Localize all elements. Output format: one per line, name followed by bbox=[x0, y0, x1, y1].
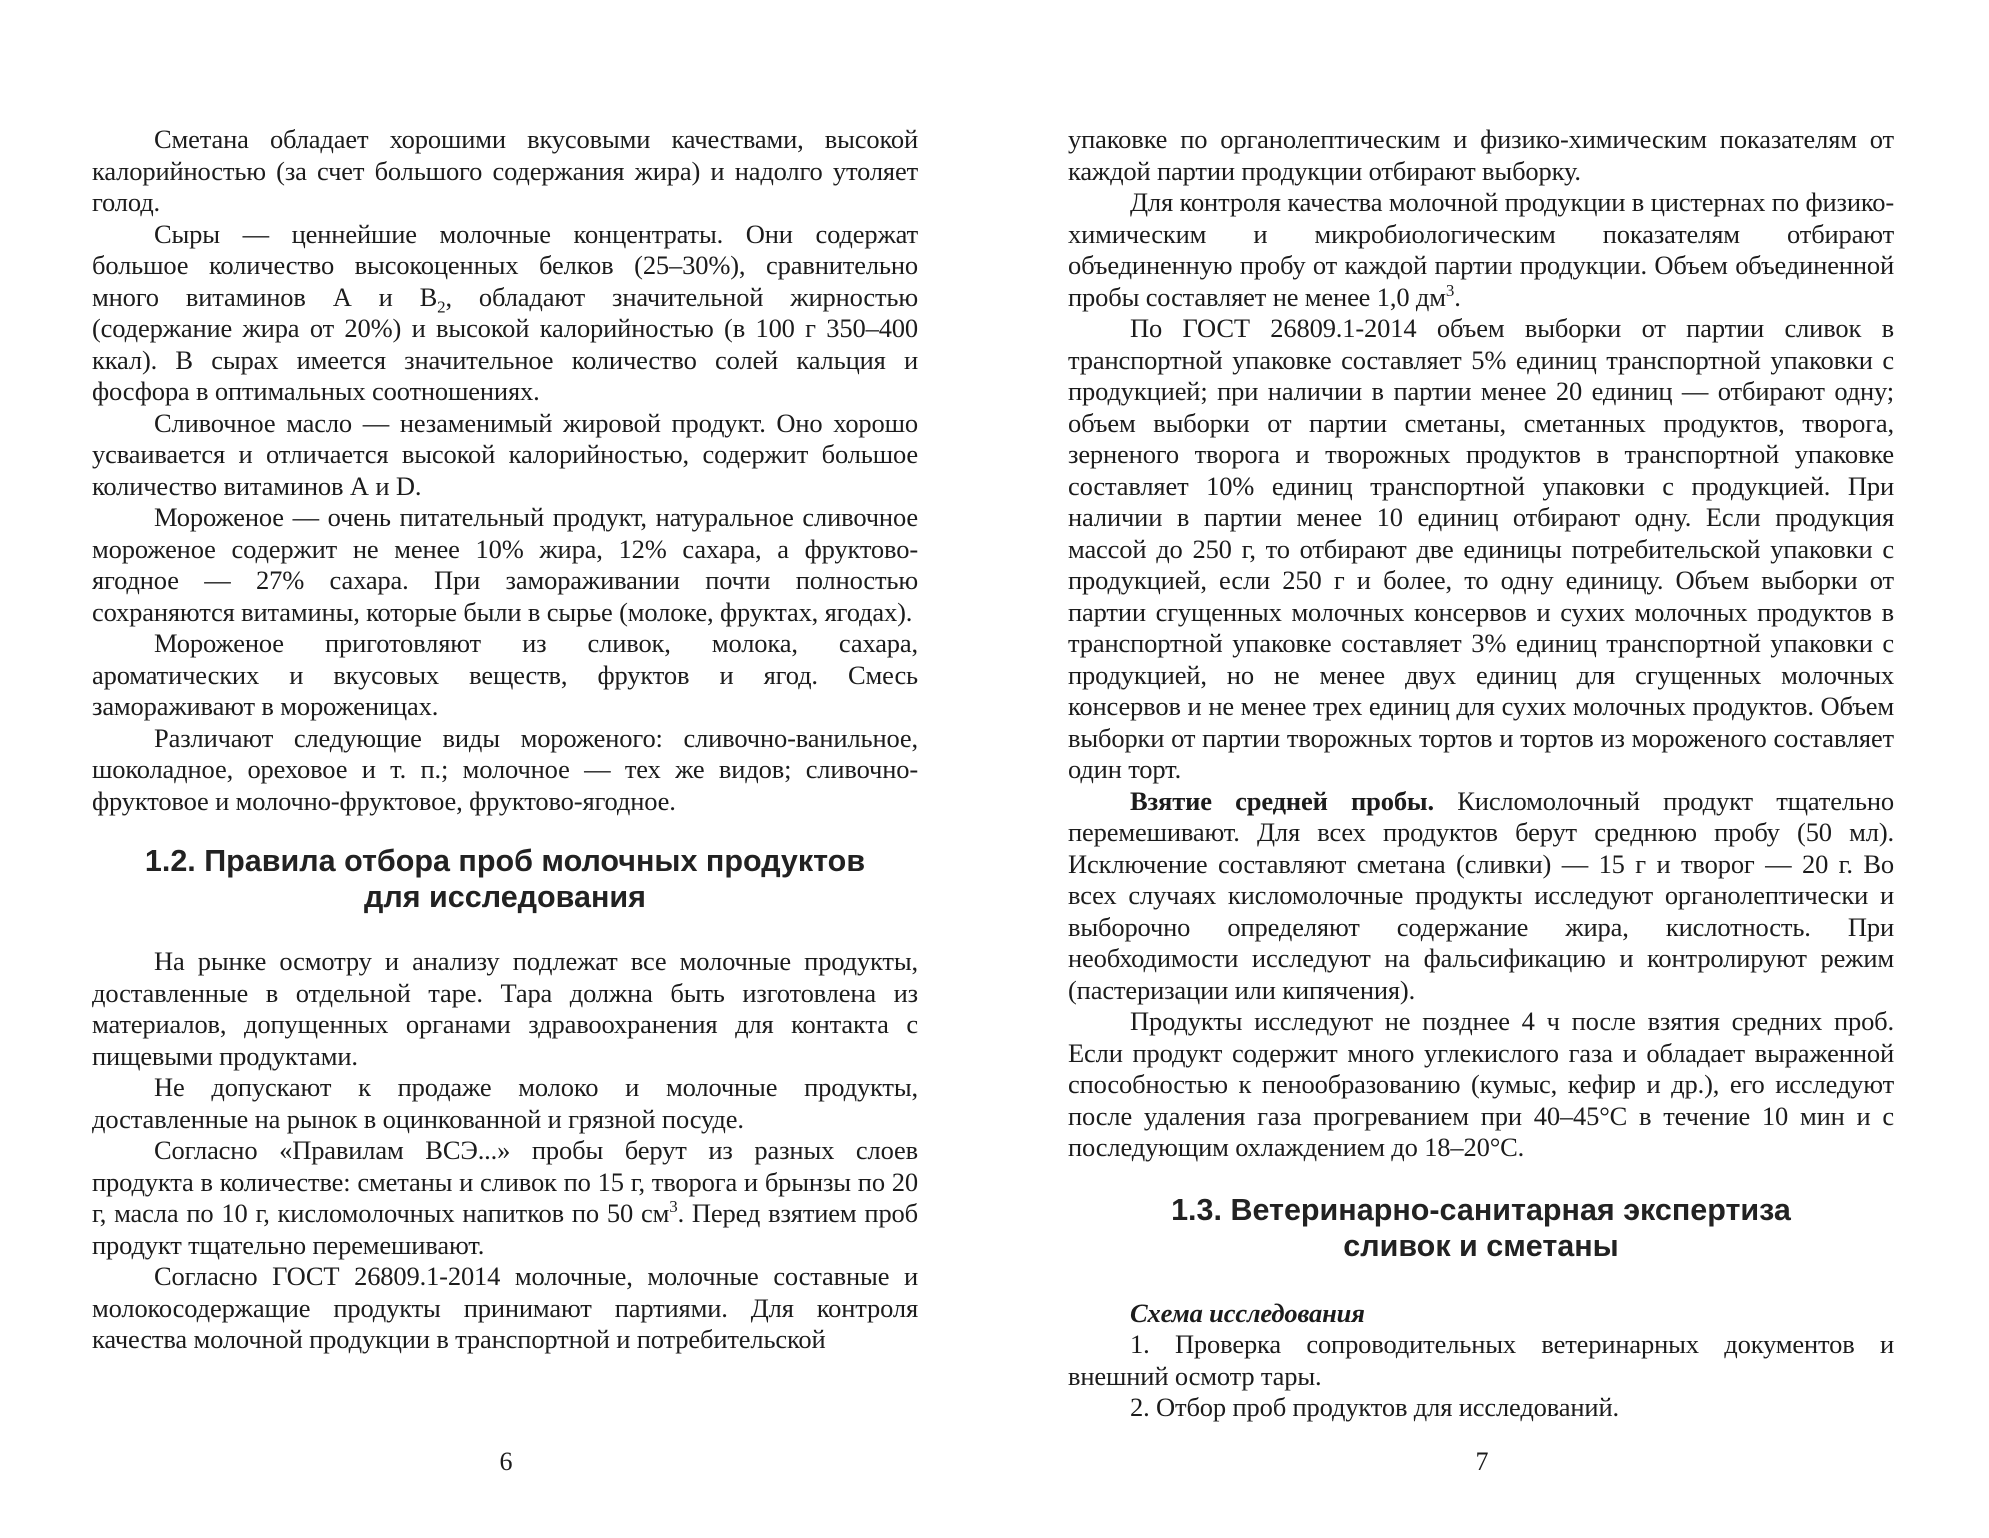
page-number-left: 6 bbox=[499, 1447, 513, 1476]
section-heading-1-3 bbox=[1068, 1192, 1894, 1264]
paragraph-timing: Продукты исследуют не позднее 4 ч после взятия средних проб. Если продукт содержит много углекислого газа и обладает выраженной способностью к пенообразованию (кумыс, кефир и др.), его исследуют после удаления газа прогреванием при 40–45°С в течение 10 мин и с последующим охлаждением до 18–20°С. bbox=[1068, 1006, 1894, 1162]
paragraph-gost: Согласно ГОСТ 26809.1-2014 молочные, молочные составные и молокосодержащие продукты принимают партиями. Для контроля качества молочной продукции в транспортной и потребительской bbox=[92, 1261, 918, 1354]
paragraph-ice-cream: Мороженое — очень питательный продукт, натуральное сливочное мороженое содержит не менее 10% жира, 12% сахара, а фруктово-ягодное — 27% сахара. При замораживании почти полностью сохраняются витамины, которые были в сырье (молоке, фруктах, ягодах). bbox=[92, 502, 918, 627]
paragraph-market-inspection: На рынке осмотру и анализу подлежат все молочные продукты, доставленные в отдельной таре. Тара должна быть изготовлена из материалов, допущенных органами здравоохранения для контакта с пищевыми продуктами. bbox=[92, 946, 918, 1071]
text-fragment: . bbox=[1454, 281, 1461, 312]
paragraph-sample-size: По ГОСТ 26809.1-2014 объем выборки от партии сливок в транспортной упаковке составляет 5% единиц транспортной упаковки с продукцией; при наличии в партии менее 20 единиц — отбирают одну; объем выборки от партии сметаны, сметанных продуктов, творога, зерненого творога и творожных продуктов в транспортной упаковке составляет 10% единиц транспортной упаковки с продукцией. При наличии в партии менее 10 единиц отбирают одну. Если продукция массой до 250 г, то отбирают две единицы потребительской упаковки с продукцией, если 250 г и более, то одну единицу. Объем выборки от партии сгущенных молочных консервов и сухих молочных продуктов в транспортной упаковке составляет 3% единиц транспортной упаковки с продукцией, но не менее двух единиц для сгущенных молочных консервов и не менее трех единиц для сухих молочных продуктов. Объем выборки от партии творожных тортов и тортов из мороженого составляет один торт. bbox=[1068, 313, 1894, 784]
list-item: 2. Отбор проб продуктов для исследований. bbox=[1130, 1392, 1619, 1422]
bold-lead: Взятие средней пробы. bbox=[1130, 785, 1434, 816]
paragraph-cheese bbox=[92, 219, 918, 408]
page-number-right: 7 bbox=[1475, 1447, 1489, 1476]
paragraph-average-sample bbox=[1068, 786, 1894, 1007]
subscript: 2 bbox=[437, 296, 446, 316]
heading-line: 1.3. Ветеринарно-санитарная экспертиза bbox=[1171, 1192, 1791, 1227]
heading-line: 1.2. Правила отбора проб молочных продуктов bbox=[144, 844, 866, 878]
text-fragment: . Перед взятием проб продукт тщательно перемешивают. bbox=[92, 1198, 918, 1260]
paragraph-vse-rules bbox=[92, 1135, 918, 1261]
paragraph-butter: Сливочное масло — незаменимый жировой продукт. Оно хорошо усваивается и отличается высокой калорийностью, содержит большое количество витаминов А и D. bbox=[92, 407, 918, 501]
heading-line: сливок и сметаны bbox=[1343, 1228, 1619, 1263]
paragraph-ice-cream-production: Мороженое приготовляют из сливок, молока, сахара, ароматических и вкусовых веществ, фруктов и ягод. Смесь замораживают в мороженицах. bbox=[92, 628, 918, 721]
paragraph-tanks bbox=[1068, 187, 1894, 313]
left-page bbox=[92, 124, 918, 1356]
superscript: 3 bbox=[1445, 280, 1455, 300]
paragraph-not-allowed: Не допускают к продаже молоко и молочные продукты, доставленные на рынок в оцинкованной и грязной посуде. bbox=[92, 1072, 918, 1134]
paragraph-sour-cream: Сметана обладает хорошими вкусовыми качествами, высокой калорийностью (за счет большого содержания жира) и надолго утоляет голод. bbox=[92, 124, 918, 217]
section-heading-1-2 bbox=[92, 843, 918, 915]
text-fragment: Сыры — ценнейшие молочные концентраты. Они содержат большое количество высокоценных белков (25–30%), сравнительно много витаминов А и В bbox=[92, 218, 918, 312]
right-page bbox=[1068, 124, 1894, 1424]
paragraph-ice-cream-types: Различают следующие виды мороженого: сливочно-ванильное, шоколадное, ореховое и т. п.; молочное — тех же видов; сливочно-фруктовое и молочно-фруктовое, фруктово-ягодное. bbox=[92, 722, 918, 816]
scheme-title: Схема исследования bbox=[1130, 1297, 1365, 1328]
text-fragment: Согласно «Правилам ВСЭ...» пробы берут из разных слоев продукта в количестве: сметаны и сливок по 15 г, творога и брынзы по 20 г, масла по 10 г, кисломолочных напитков по 50 см bbox=[92, 1135, 918, 1228]
text-fragment: , обладают значительной жирностью (содержание жира от 20%) и высокой калорийностью (в 100 г 350–400 ккал). В сырах имеется значительное количество солей кальция и фосфора в оптимальных соотношениях. bbox=[92, 281, 918, 406]
superscript: 3 bbox=[669, 1197, 678, 1217]
text-fragment: Кисломолочный продукт тщательно перемешивают. Для всех продуктов берут среднюю пробу (50 мл). Исключение составляют сметана (сливки) — 15 г и творог — 20 г. Во всех случаях кисломолочные продукты исследуют органолептически и выборочно определяют содержание жира, кислотность. При необходимости исследуют на фальсификацию и контролируют режим (пастеризации или кипячения). bbox=[1068, 785, 1894, 1005]
heading-line: для исследования bbox=[364, 880, 646, 914]
text-fragment: Для контроля качества молочной продукции в цистернах по физико-химическим и микробиологическим показателям отбирают объединенную пробу от каждой партии продукции. Объем объединенной пробы составляет не менее 1,0 дм bbox=[1068, 187, 1894, 312]
paragraph-continuation: упаковке по органолептическим и физико-химическим показателям от каждой партии продукции отбирают выборку. bbox=[1068, 124, 1894, 186]
list-item: 1. Проверка сопроводительных ветеринарных документов и внешний осмотр тары. bbox=[1068, 1329, 1894, 1391]
